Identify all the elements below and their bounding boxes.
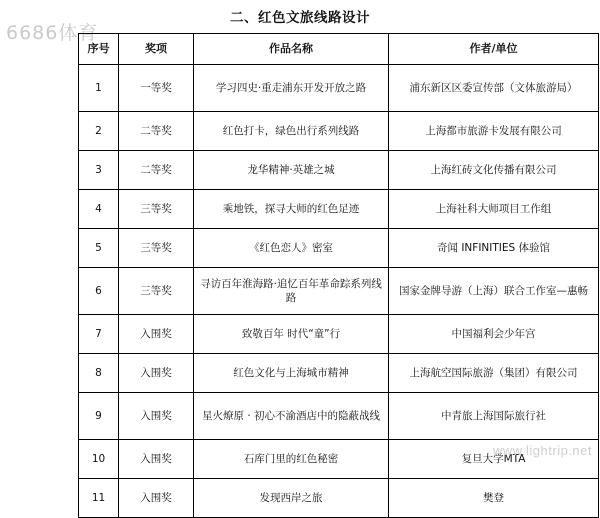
cell-no: 7 <box>79 315 119 354</box>
cell-name: 《红色恋人》密室 <box>194 229 389 268</box>
cell-org: 上海红砖文化传播有限公司 <box>389 151 599 190</box>
cell-name: 红色打卡，绿色出行系列线路 <box>194 112 389 151</box>
cell-org: 上海都市旅游卡发展有限公司 <box>389 112 599 151</box>
cell-no: 8 <box>79 354 119 393</box>
table-row <box>79 354 599 393</box>
column-header-award: 奖项 <box>119 34 194 65</box>
table-header-row <box>79 34 599 65</box>
cell-no: 6 <box>79 268 119 315</box>
cell-award: 入围奖 <box>119 440 194 479</box>
table-row <box>79 151 599 190</box>
cell-name: 龙华精神·英雄之城 <box>194 151 389 190</box>
cell-award: 三等奖 <box>119 190 194 229</box>
cell-name: 红色文化与上海城市精神 <box>194 354 389 393</box>
cell-no: 10 <box>79 440 119 479</box>
table-row <box>79 190 599 229</box>
cell-no: 1 <box>79 65 119 112</box>
column-header-name: 作品名称 <box>194 34 389 65</box>
cell-award: 入围奖 <box>119 315 194 354</box>
cell-no: 11 <box>79 479 119 518</box>
watermark-left: 6686体育 <box>6 22 99 44</box>
cell-name: 寻访百年淮海路·追忆百年革命踪系列线路 <box>194 268 389 315</box>
cell-org: 复旦大学MTA <box>389 440 599 479</box>
cell-award: 入围奖 <box>119 354 194 393</box>
page-title: 二、红色文旅线路设计 <box>230 10 370 26</box>
cell-award: 三等奖 <box>119 229 194 268</box>
cell-no: 9 <box>79 393 119 440</box>
cell-org: 浦东新区区委宣传部（文体旅游局） <box>389 65 599 112</box>
table-row <box>79 268 599 315</box>
cell-no: 3 <box>79 151 119 190</box>
watermark-right: www.lightrip.net <box>492 443 592 458</box>
cell-no: 5 <box>79 229 119 268</box>
table-row <box>79 229 599 268</box>
cell-org: 上海社科大师项目工作组 <box>389 190 599 229</box>
cell-no: 2 <box>79 112 119 151</box>
cell-award: 二等奖 <box>119 151 194 190</box>
cell-award: 二等奖 <box>119 112 194 151</box>
cell-name: 致敬百年 时代“童”行 <box>194 315 389 354</box>
column-header-no: 序号 <box>79 34 119 65</box>
cell-name: 乘地铁，探寻大师的红色足迹 <box>194 190 389 229</box>
table-row <box>79 393 599 440</box>
cell-org: 樊登 <box>389 479 599 518</box>
table-row <box>79 112 599 151</box>
cell-award: 入围奖 <box>119 479 194 518</box>
cell-award: 三等奖 <box>119 268 194 315</box>
cell-award: 一等奖 <box>119 65 194 112</box>
cell-name: 石库门里的红色秘密 <box>194 440 389 479</box>
cell-org: 中青旅上海国际旅行社 <box>389 393 599 440</box>
table-row <box>79 479 599 518</box>
table-row <box>79 315 599 354</box>
cell-award: 入围奖 <box>119 393 194 440</box>
cell-org: 国家金牌导游（上海）联合工作室—惠畅 <box>389 268 599 315</box>
cell-org: 上海航空国际旅游（集团）有限公司 <box>389 354 599 393</box>
cell-name: 发现西岸之旅 <box>194 479 389 518</box>
cell-name: 学习四史·重走浦东开发开放之路 <box>194 65 389 112</box>
column-header-org: 作者/单位 <box>389 34 599 65</box>
table-row <box>79 65 599 112</box>
cell-org: 中国福利会少年宫 <box>389 315 599 354</box>
cell-org: 奇闻 INFINITIES 体验馆 <box>389 229 599 268</box>
cell-name: 星火燎原 · 初心不渝酒店中的隐蔽战线 <box>194 393 389 440</box>
cell-no: 4 <box>79 190 119 229</box>
